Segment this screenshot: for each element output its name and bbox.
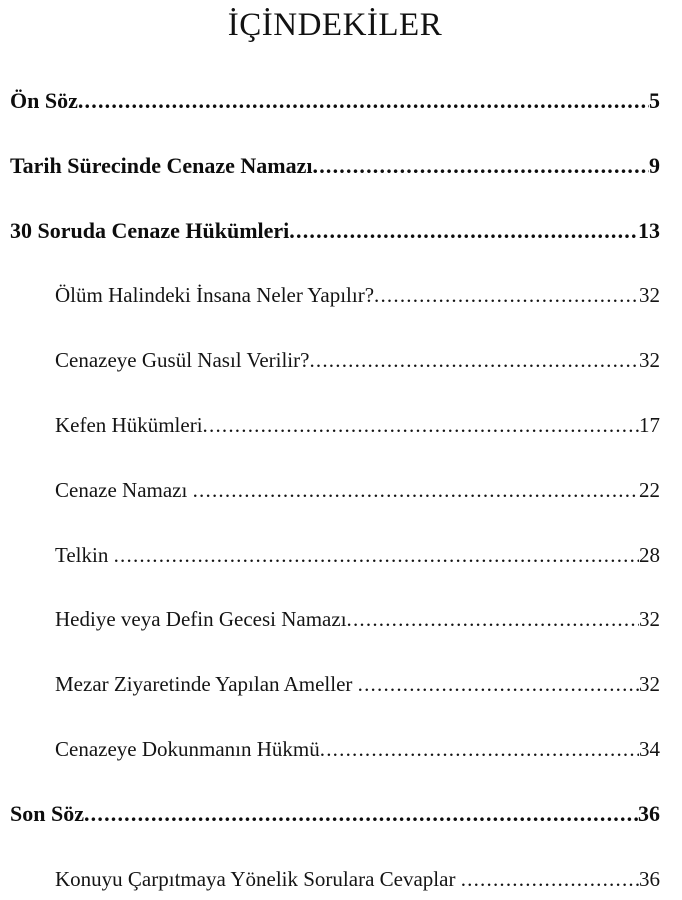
toc-entry-label: Ölüm Halindeki İnsana Neler Yapılır?: [55, 283, 375, 308]
toc-entry-label: 30 Soruda Cenaze Hükümleri: [10, 217, 290, 243]
toc-page-number: 13: [638, 217, 660, 243]
toc-entry-10: [10, 736, 660, 762]
toc-entry-label: Konuyu Çarpıtmaya Yönelik Sorulara Cevaplar: [55, 866, 461, 891]
toc-entry-9: [10, 671, 660, 697]
toc-entry-label: Telkin: [55, 542, 114, 567]
toc-page-number: 22: [639, 477, 660, 502]
toc-entry-1: [10, 153, 660, 179]
toc-dot-leader: [84, 801, 638, 827]
toc-dot-leader: [320, 736, 639, 762]
toc-entry-2: [10, 218, 660, 244]
toc-entry-label: Tarih Sürecinde Cenaze Namazı: [10, 152, 313, 178]
toc-page-number: 9: [649, 152, 660, 178]
toc-list: [10, 88, 660, 892]
toc-page-number: 17: [639, 412, 660, 437]
toc-dot-leader: [374, 282, 639, 308]
toc-page-number: 32: [639, 348, 660, 373]
toc-dot-leader: [289, 218, 638, 244]
toc-entry-5: [10, 412, 660, 438]
toc-dot-leader: [193, 477, 639, 503]
toc-dot-leader: [358, 671, 639, 697]
toc-entry-12: [10, 866, 660, 892]
toc-page-number: 32: [639, 283, 660, 308]
toc-dot-leader: [78, 88, 649, 114]
toc-entry-label: Hediye veya Defin Gecesi Namazı: [55, 607, 347, 632]
toc-entry-label: Kefen Hükümleri: [55, 412, 203, 437]
toc-dot-leader: [114, 542, 639, 568]
toc-entry-3: [10, 282, 660, 308]
toc-dot-leader: [461, 866, 639, 892]
toc-entry-label: Cenaze Namazı: [55, 477, 193, 502]
toc-page-number: 32: [639, 607, 660, 632]
toc-page-number: 32: [639, 672, 660, 697]
toc-entry-label: Son Söz: [10, 800, 84, 826]
toc-entry-label: Ön Söz: [10, 88, 78, 113]
toc-entry-11: [10, 801, 660, 827]
toc-page-number: 34: [639, 736, 660, 761]
toc-entry-8: [10, 606, 660, 632]
toc-dot-leader: [347, 606, 639, 632]
toc-page-number: 36: [638, 800, 660, 826]
toc-entry-label: Cenazeye Gusül Nasıl Verilir?: [55, 348, 310, 373]
toc-dot-leader: [203, 412, 639, 438]
page-title: İÇİNDEKİLER: [227, 7, 443, 43]
toc-entry-7: [10, 542, 660, 568]
toc-entry-label: Cenazeye Dokunmanın Hükmü: [55, 736, 320, 761]
toc-entry-0: [10, 88, 660, 114]
toc-dot-leader: [313, 153, 650, 179]
toc-entry-6: [10, 477, 660, 503]
toc-page-number: 28: [639, 542, 660, 567]
toc-entry-4: [10, 347, 660, 373]
toc-page-number: 5: [649, 88, 660, 113]
toc-entry-label: Mezar Ziyaretinde Yapılan Ameller: [55, 672, 358, 697]
toc-page-number: 36: [639, 866, 660, 891]
toc-dot-leader: [309, 347, 639, 373]
